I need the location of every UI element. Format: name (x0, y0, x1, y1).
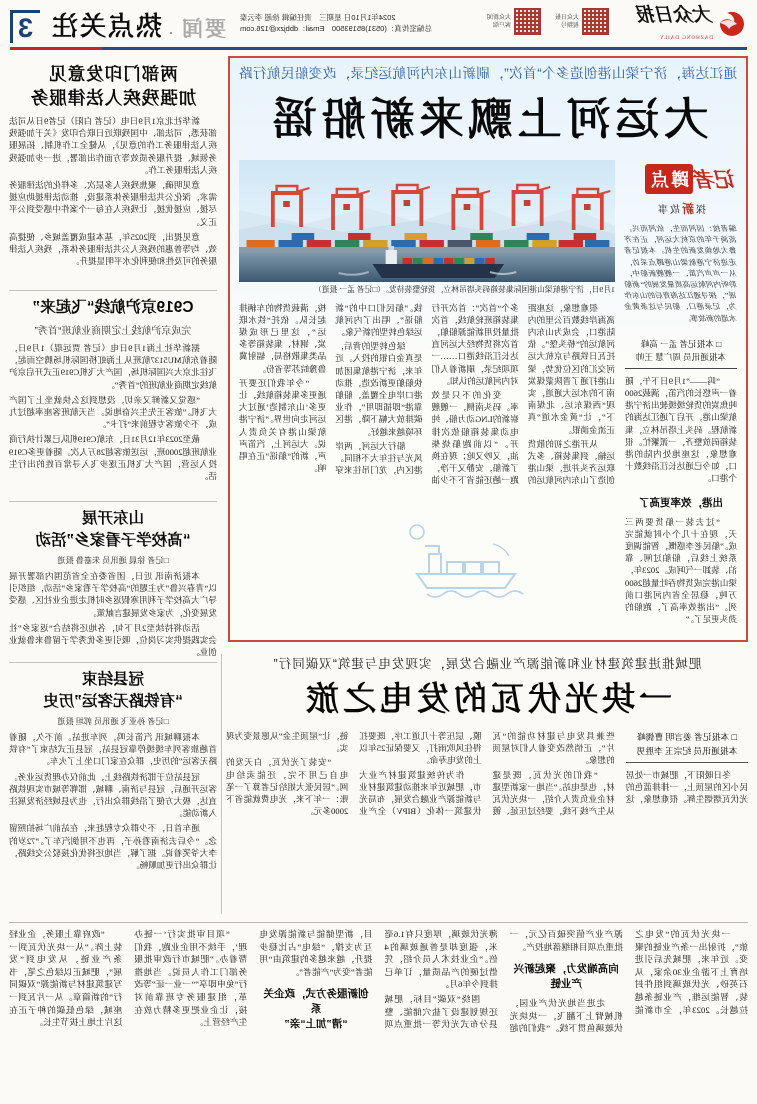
article-c919 (9, 291, 217, 502)
article-subtitle: 完成京沪航线上定期商业航班“首秀” (34, 326, 192, 337)
paper-name: 大众日报 (636, 5, 713, 26)
pv-body-columns (226, 730, 748, 898)
qr-codes (487, 8, 609, 35)
lead-byline-reporter: □ 本报记者 孟一 高峰 (640, 338, 722, 349)
article-paragraph: 新华社北京1月9日电（记者 白阳）记者9日从司法部获悉，司法部、中国残联近日联合印发《关于加强残疾人法律服务工作的意见》，从健全工作机制、拓展服务领域、提升服务质效等方面作出部署，进一步加强残疾人法律服务工作。 (9, 116, 217, 175)
photo-caption: 1月9日，济宁港航梁山港国际集装箱码头塔吊林立，货轮整装待发。（□记者 孟一 报道） (314, 285, 615, 294)
lead-paragraph: 从开港之初的散货运输，到集装箱、多式联运齐头并进，梁山港创造了山东内河航运的多个“首次”：首次开行集装箱班轮航线，首次批量投用新能源船舶，首次将货物经大运河直达长江沿线港口……一项项纪录，刷新着人们对内河航运的认知。 (431, 302, 615, 486)
lead-subhead: 出港，效率更高了 (639, 496, 723, 509)
reporter-dunpoint-badge (625, 164, 737, 194)
paper-name-english: DAZHONG DAILY (658, 36, 713, 41)
page-number: 3 (10, 10, 40, 43)
pv-continuation-columns (9, 928, 748, 1098)
right-column (9, 56, 217, 929)
article-paragraph: 本报聊城讯 汽笛长鸣，列车进站。前不久，随着首趟旅客列车缓缓停靠冠县站，冠县正式结束了“有铁路无客运”的历史，群众在家门口坐上了火车。 (9, 732, 217, 767)
pv-paragraph: 作为传统建筑建材产业大市，肥城近年来推动建筑建材业与新能源产业融合发展，布局光伏建筑一体化（BIPV）全产业链，让“屋顶生金”从愿景变为现实。 (226, 731, 482, 817)
date-editor-info (240, 12, 432, 34)
pv-paragraph: 走进当地光伏产业园，机械臂上下翻飞，一块块光伏玻璃鱼贯下线。“我们的超薄光伏玻璃，厚度只有1.6毫米，强度却是普通玻璃的4倍。”企业技术人员介绍，凭借过硬的产品质量，订单已排到今年6月。 (384, 929, 623, 1034)
lead-paragraph: 船行大运河，两岸风光与往年大不相同。港区内，龙门吊往来穿梭，满载货物的车辆排起长队。依托“铁水联运”，这里已形成煤炭、钢材、集装箱等多品类集散格局，辐射冀鲁豫皖苏等省份。 (239, 302, 423, 476)
article-title: 加强残疾人法律服务 (29, 88, 197, 108)
lead-paragraph: 很难想象，这座距离海岸线数百公里的内陆港口，会成为山东内河航运的“桥头堡”。依托瓦日铁路与京杭大运河交汇的区位优势，梁山港打通了晋陕蒙煤炭南下的水运大通道，实现“西煤东运、北煤南下”，让“黄金水道”真正流金淌银。 (527, 302, 615, 435)
page-header (10, 6, 747, 44)
section-masthead (10, 6, 226, 43)
qr1-label-line2: 视频号 (560, 22, 579, 29)
lead-headline: 大运河上飘来新船谣 (267, 95, 709, 144)
lead-paragraph: “呜——”1月9日下午，随着一声悠长的汽笛，满载2600吨焦炭的货轮缓缓驶出济宁港航梁山港，开启了通江达海的新航程。码头上塔吊林立，集装箱码放整齐，一派繁忙。很难想象，这座地处内陆的港口，如今已通达长江沿线数十个港口。 (625, 375, 737, 484)
date-line: 2024年1月10日 星期三 责任编辑 徐超 李云泰 (240, 13, 396, 22)
qr-unit-app (487, 8, 541, 35)
header-rule-red (10, 47, 102, 50)
pv-paragraph: “项目审批实行‘一链办理’，手续不用企业跑，我们帮着办。”肥城市行政审批服务部门工作人员说。当地推行“免申即享”“一业一证”等改革，组建服务专班靠前对接，让企业把更多精力放在生产经营上。 (134, 929, 248, 1028)
badge-script-text: 记者 (695, 168, 737, 192)
qr-code-icon (582, 8, 609, 35)
badge-subtitle-accent: 新 (680, 202, 695, 216)
dazhong-daily-logo (615, 6, 747, 44)
horizontal-divider (9, 922, 748, 923)
article-paragraph: “感觉又新鲜又亲切，没想到这么快就坐上了国产大飞机。”旅客王先生兴奋地说。当天航班客座率超过九成，不少旅客专程前来“打卡”。 (9, 394, 217, 430)
section-name-light: 要闻 (180, 18, 227, 41)
article-paragraph: 冠县站位于邯济铁路线上，此前仅办理货运业务。客运开通后，冠县与济南、聊城、邯郸等城市实现铁路直达，极大方便了沿线群众出行，也为县域经济发展注入新动能。 (9, 771, 217, 819)
section-dot: · (168, 22, 175, 42)
pv-feature-article (226, 650, 748, 918)
contact-line: 总编室传真：(0531)85193500 Email：dbbjzx@126.com (240, 24, 432, 33)
article-title: “高校学子看家乡”活动 (35, 532, 191, 549)
lead-paragraph: 变化的不只是效率。码头南侧，一艘艘崭新的LNG动力船、纯电动集装箱船依次排开。“以前跑船烧柴油，又吵又呛；现在换了新船，安静又干净，跑一趟还能省下不少油钱。”船民们口中的“新船谣”，唱出了内河航运绿色转型的新气象。 (335, 302, 519, 486)
qr-code-icon (514, 8, 541, 35)
boat-doodle-illustration (399, 516, 529, 604)
pv-paragraph: 围绕“双碳”目标，肥城还规划建设了盐穴储能、整县分布式光伏等一批重点项目，新型储能与新能源发电互为支撑，“绿电”占比稳步提升，越来越多的建筑由“用能者”变为“产能者”。 (259, 929, 498, 1030)
pv-byline-reporter: □ 本报记者 姜言明 曹儒峰 (636, 732, 737, 742)
qr2-label-line2: 客户端 (492, 22, 511, 29)
article-title: 山东开展 (82, 510, 145, 527)
pv-headline: 一块光伏瓦的发电之旅 (302, 680, 672, 717)
lead-paragraph: “过去装一船货要两三天，现在十几个小时就能完成。”船民老李感慨，智能调度系统上线后，船舶过闸、靠泊、装卸一气呵成。2023年，梁山港完成货物吞吐量超2600万吨，稳居全省内河港口前列。“出港效率高了，跑船的劲头更足了。” (625, 516, 737, 625)
badge-boxed-text: 蹲点 (645, 164, 693, 194)
lead-paragraph: “今年我们还要开通更多集装箱航线，让更多‘山东制造’通过大运河走向世界。”济宁港航梁山港有关负责人说。大运河上，汽笛声声，新的“船谣”正在唱响。 (239, 377, 327, 474)
logo-bird-icon (717, 10, 747, 41)
article-byline: □记者 徐晨 通讯员 朱嘉鲁 报道 (57, 556, 169, 565)
pv-subhead-line2: “清”加上“亲” (284, 1018, 348, 1031)
article-title: 冠县结束 (82, 671, 145, 688)
lead-article (228, 56, 748, 642)
lead-byline-correspondent: 本报通讯员 周广慧 王帅 (635, 351, 727, 362)
article-paragraph: 意见明确，聚焦残疾人多层次、多样化的法律服务需求，深化公共法律服务体系建设，推动法律援助应援尽援、应援优援，让残疾人在每一个案件中感受到公平正义。 (9, 180, 217, 227)
article-paragraph: 本报济南讯 近日，团省委在全省范围内部署开展以“青春兴鲁”为主题的“高校学子看家乡”活动，组织引导广大高校学子利用寒假返乡时机走进企业社区、感受发展变化，为家乡发展建言献策。 (9, 571, 217, 618)
article-title: C919京沪航线“飞起来” (32, 299, 194, 316)
article-byline: □记者 孙亚飞 通讯员 郭坦 报道 (57, 717, 169, 726)
pv-paragraph: “我们的光伏瓦，既是建材，也是电站。”当地一家新型建材企业负责人介绍，一块光伏瓦从生产线下线，要经过压延、镀膜、层压等十几道工序，既要扛得住风吹雨打，又要保证25年以上的发电寿命。 (359, 731, 615, 817)
article-disability-services (9, 56, 217, 291)
pv-byline-correspondent: 本报通讯员 纪宗玉 李胜男 (636, 746, 738, 756)
pv-paragraph: 冬日暖阳下，肥城市一处居民小区的屋顶上，一排排蓝色的光伏瓦熠熠生辉。很难想象，这些兼具发电与建材功能的“瓦片”，正悄然改变着人们对屋顶的想象。 (492, 731, 748, 805)
pv-byline (626, 730, 748, 763)
qr1-label-line1: 大众日报 (554, 14, 579, 21)
article-paragraph: 据新华社上海1月9日电（记者 贾远琨）1月9日，随着东航MU5137航班从上海虹桥国际机场腾空而起，飞往北京大兴国际机场，国产大飞机C919正式开启京沪航线定期商业航班的“首秀”。 (9, 343, 217, 390)
badge-subtitle: 探新故事 (656, 202, 707, 216)
pv-kicker: 肥城推进建筑建材业和新能源产业融合发展，实现发电与建筑“双碳同行” (272, 657, 702, 671)
pv-paragraph: “政府靠上服务，企业轻装上阵。”从一块光伏瓦到一条产业链，从发电到“发展”，肥城正以绿色之笔，书写建筑建材与新能源“双碳同行”的新篇章。从一片瓦到一座城，绿色低碳的种子正在这片土地上拔节生长。 (9, 929, 123, 1028)
article-paragraph: 活动将持续至2月下旬，各地还将结合“返家乡”社会实践提供实习岗位，吸引更多优秀学子留鲁来鲁就业创业。 (9, 622, 217, 658)
qr2-label-line1: 大众新闻 (486, 14, 511, 21)
port-photo (239, 160, 615, 282)
article-title: 两部门印发意见 (48, 64, 178, 84)
section-name-bold: 热点关注 (50, 11, 163, 41)
article-title: “有铁路无客运”历史 (43, 693, 183, 710)
article-paragraph: 通车首日，不少群众专程赶来，在站前广场拍照留念。“今后去济南看孙子，再也不用倒汽车了。”72岁的李大爷笑着说。据了解，当地还将优化接驳公交线路，让群众出行更加顺畅。 (9, 823, 217, 871)
pv-subhead: 向高端发力，聚起新兴产业链 (513, 963, 619, 991)
pv-subhead-line1: 创新服务方式，政企关系 (263, 988, 369, 1016)
pv-paragraph: 一块光伏瓦的“发电之旅”，折射出一条产业链的聚变。近年来，肥城先后引进培育上下游企业30余家，从石英砂、光伏玻璃到组件封装、智能运维，产业链条越拉越长。2023年，全市新能源产业产值突破百亿元，一批重点项目相继落地投产。 (509, 929, 748, 1015)
qr-unit-video (555, 8, 609, 35)
pv-subhead (259, 986, 372, 1031)
article-guanxian-railway (9, 663, 217, 929)
article-paragraph: 截至2023年12月31日，东航C919机队已累计执行商业航班超2000班，运送旅客超28万人次。随着更多C919投入运营，国产大飞机正逐步飞入寻常百姓的出行生活。 (9, 434, 217, 482)
editor-note: 编者按：因河而生，依河而兴。流淌千年的京杭大运河，正在齐鲁大地焕发新的生机。本报记者走进济宁港航梁山港蹲点采访，从一声声汽笛、一艘艘新船中，聆听内河航运高质量发展的“新船谣”，探寻通江达海背后的山东作为，记录港口、船民与这条黄金水道的新故事。 (625, 224, 737, 323)
lead-body-columns (239, 302, 615, 613)
article-paragraph: 意见提出，到2025年，基本建成覆盖城乡、便捷高效、均等普惠的残疾人公共法律服务体系，残疾人法律服务的可及性和便利化水平明显提升。 (9, 231, 217, 267)
vertical-divider (221, 654, 222, 914)
header-rule-blue (10, 47, 747, 50)
lead-left-column (625, 160, 737, 625)
lead-byline (625, 338, 737, 369)
lead-paragraph: 绿色转型的背后，是真金白银的投入。近年来，济宁港航集团加快船舶更新改造，推动港口岸电全覆盖，船舶靠港“即插即用”，作业碳排放大幅下降，港区环境越来越好。 (335, 341, 423, 437)
pv-paragraph: “安装了光伏瓦，白天发的电自己用不完，还能卖给电网。”居民张大姐给记者算了一笔账：一年下来，光电费就能省下2000多元。 (226, 757, 349, 817)
article-hometown-activity (9, 502, 217, 663)
lead-kicker: 通江达海，济宁梁山港创造多个“首次”，刷新山东内河航运纪录，改变船民航行路 (239, 66, 737, 81)
lead-right-area (239, 160, 615, 612)
